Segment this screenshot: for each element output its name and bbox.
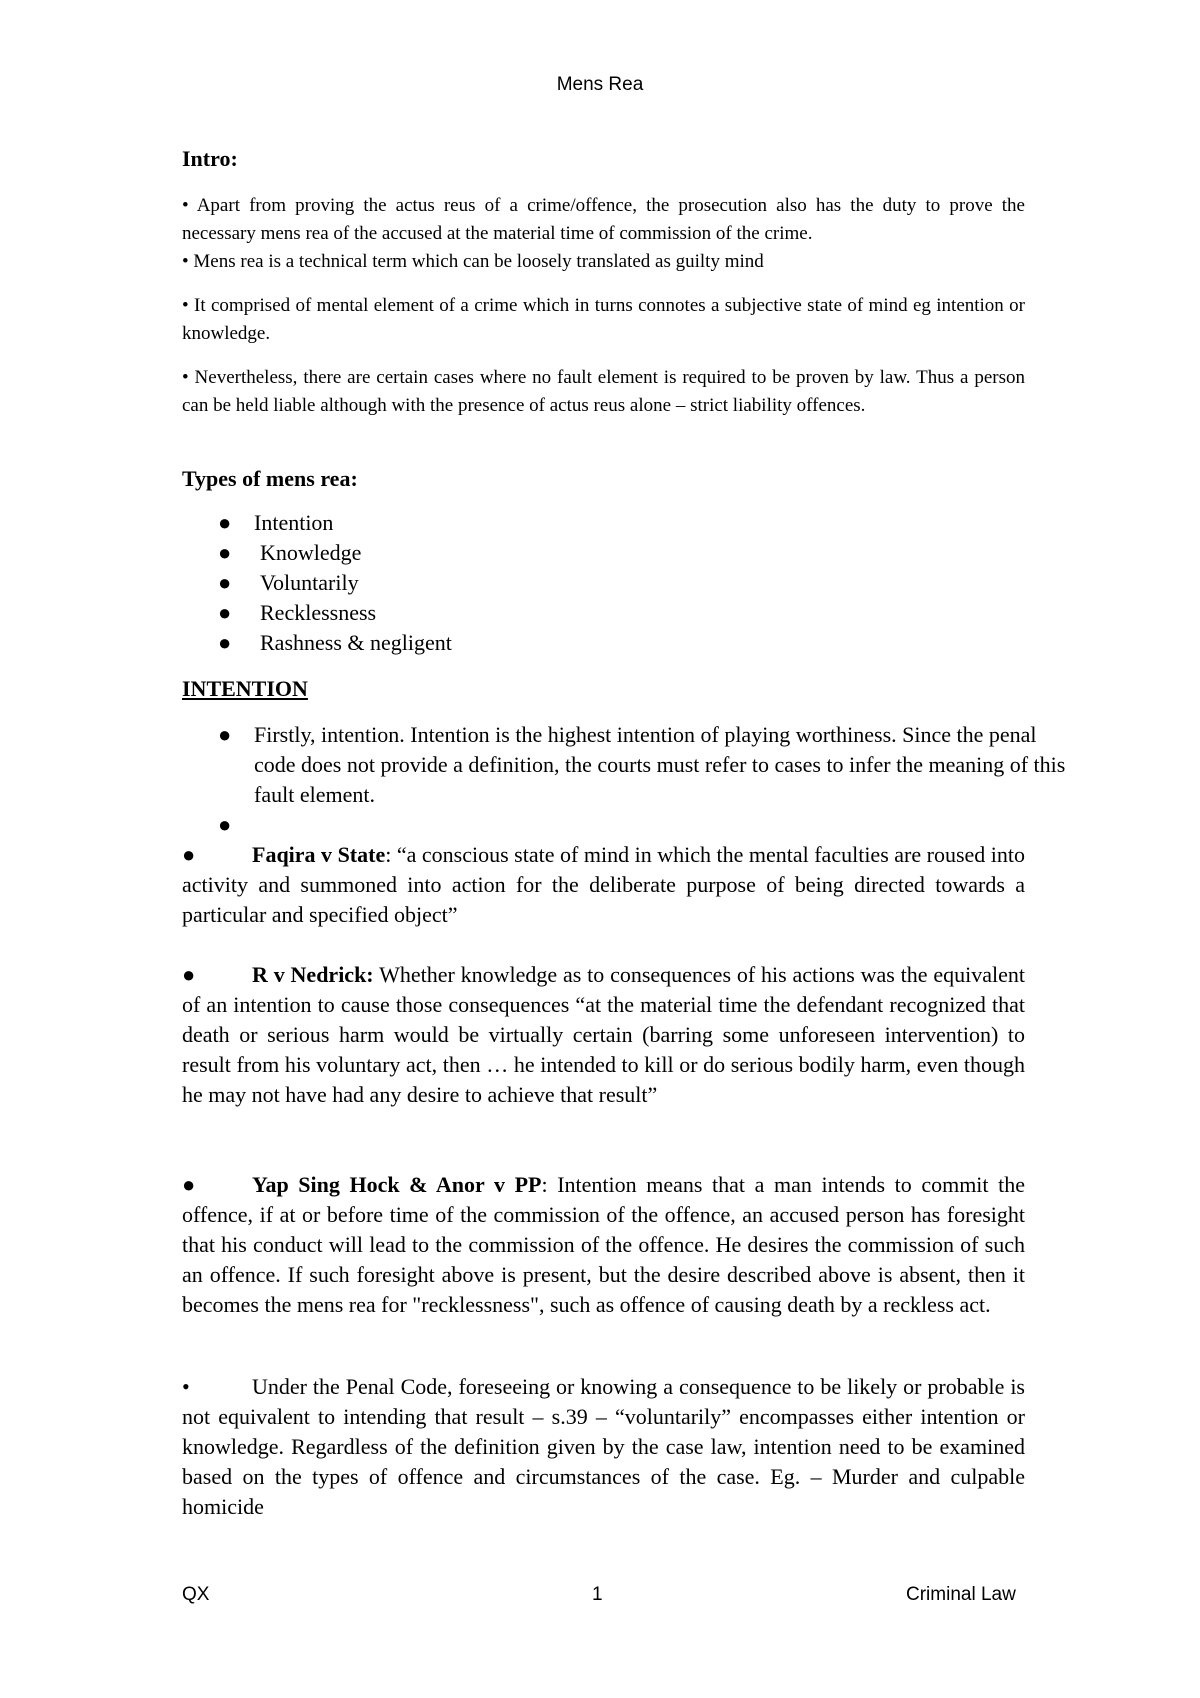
intention-paragraph-1: Firstly, intention. Intention is the highest intention of playing worthiness. Since the penal code does not provide a definition, the courts must refer to cases to infer the meaning of this fault element. [254, 722, 1066, 807]
page-header-title: Mens Rea [556, 74, 644, 95]
intro-paragraph-2: • Mens rea is a technical term which can be loosely translated as guilty mind [182, 251, 764, 272]
footer-left: QX [182, 1584, 210, 1605]
bullet-marker: • [182, 1374, 190, 1399]
bullet-icon: ● [218, 630, 232, 655]
types-heading: Types of mens rea: [182, 466, 358, 491]
document-page: Mens Rea Intro: • Apart from proving the actus reus of a crime/offence, the prosecution also has the duty to prove the necessary mens rea of the accused at the material time of commission of the crime. • Mens rea is a technical term which can be loosely translated as guilty mind • It comprised of mental element of a crime which in turns connotes a subjective state of mind eg intention or knowledge. • Nevertheless, there are certain cases where no fault element is required to be proven by law. Thus a person can be held liable although with the presence of actus reus alone – strict liability offences. Types of mens rea: ● Intention ● Knowledge ● Voluntarily ● Recklessness ● Rashness & negligent INTENTION ● Firstly, intention. Intention is the highest intention of playing worthiness. Since the penal code does not provide a definition, the courts must refer to cases to infer the meaning of this fault element. ● ● Faqira v State: “a conscious state of mind in which the mental faculties are roused into activity and summoned into action for the deliberate purpose of being directed towards a particular and specified object” ● R v Nedrick: Whether knowledge as to consequences of his actions was the equivalent of an intention to cause those consequences “at the material time the defendant recognized that death or serious harm would be virtually certain (barring some unforeseen intervention) to result from his voluntary act, then … he intended to kill or do serious bodily harm, even though he may not have had any desire to achieve that result” ● Yap Sing Hock & Anor v PP: Intention means that a man intends to commit the offence, if at or before time of the commission of the offence, an accused person has foresight that his conduct will lead to the commission of the offence. He desires the commission of such an offence. If such foresight above is present, but the desire described above is absent, then it becomes the mens rea for "recklessness", such as offence of causing death by a reckless act. • Under the Penal Code, foreseeing or knowing a consequence to be likely or probable is not equivalent to intending that result – s.39 – “voluntarily” encompasses either intention or knowledge. Regardless of the definition given by the case law, intention need to be examined based on the types of offence and circumstances of the case. Eg. – Murder and culpable homicide QX 1 Criminal Law [0, 0, 1200, 1698]
case-name: R v Nedrick: [252, 962, 374, 987]
case-text: Whether knowledge as to consequences of his actions was the equivalent of an intention to cause those consequences “at the material time the defendant recognized that death or serious harm would be virtually certain (barring some unforeseen intervention) to result from his voluntary act, then … he intended to kill or do serious bodily harm, even though he may not have had any desire to achieve that result” [182, 962, 1025, 1107]
case-text: “a conscious state of mind in which the mental faculties are roused into activity and summoned into action for the deliberate purpose of being directed towards a particular and specified object” [182, 842, 1026, 927]
penal-code-paragraph: • Under the Penal Code, foreseeing or knowing a consequence to be likely or probable is not equivalent to intending that result – s.39 – “voluntarily” encompasses either intention or knowledge. Regardless of the definition given by the case law, intention need to be examined based on the types of offence and circumstances of the case. Eg. – Murder and culpable homicide [182, 1374, 1025, 1519]
intention-heading: INTENTION [182, 676, 308, 701]
case-nedrick [182, 960, 1025, 1110]
intro-paragraph-4: • Nevertheless, there are certain cases where no fault element is required to be proven by law. Thus a person can be held liable although with the presence of actus reus alone – strict liability offences. [182, 367, 1025, 416]
case-faqira: ● Faqira v State: “a conscious state of mind in which the mental faculties are roused into activity and summoned into action for the deliberate purpose of being directed towards a particular and specified object” [182, 842, 1026, 927]
bullet-icon: ● [182, 962, 196, 987]
case-name: Yap Sing Hock & Anor v PP [252, 1172, 542, 1197]
bullet-icon: ● [218, 722, 232, 747]
case-yap-sing-hock: ● Yap Sing Hock & Anor v PP: Intention means that a man intends to commit the offence, if at or before time of the commission of the offence, an accused person has foresight that his conduct will lead to the commission of the offence. He desires the commission of such an offence. If such foresight above is present, but the desire described above is absent, then it becomes the mens rea for "recklessness", such as offence of causing death by a reckless act. [182, 1172, 1026, 1317]
footer-page-number: 1 [592, 1584, 603, 1605]
bullet-icon: ● [218, 570, 232, 595]
bullet-icon: ● [218, 540, 232, 565]
intro-paragraph-1: • Apart from proving the actus reus of a crime/offence, the prosecution also has the duty to prove the necessary mens rea of the accused at the material time of commission of the crime. [182, 195, 1025, 244]
intro-paragraph-3: • It comprised of mental element of a crime which in turns connotes a subjective state of mind eg intention or knowledge. [182, 295, 1025, 344]
case-name: Faqira v State [252, 842, 386, 867]
bullet-icon: ● [182, 842, 196, 867]
case-text: Intention means that a man intends to commit the offence, if at or before time of the commission of the offence, an accused person has foresight that his conduct will lead to the commission of the offence. He desires the commission of such an offence. If such foresight above is present, but the desire described above is absent, then it becomes the mens rea for "recklessness", such as offence of causing death by a reckless act. [182, 1172, 1026, 1317]
bullet-icon: ● [218, 600, 232, 625]
bullet-icon: ● [218, 510, 232, 535]
empty-bullet-icon: ● [218, 812, 232, 837]
bullet-icon: ● [182, 1172, 196, 1197]
intro-heading: Intro: [182, 146, 238, 171]
footer-right: Criminal Law [906, 1584, 1016, 1605]
